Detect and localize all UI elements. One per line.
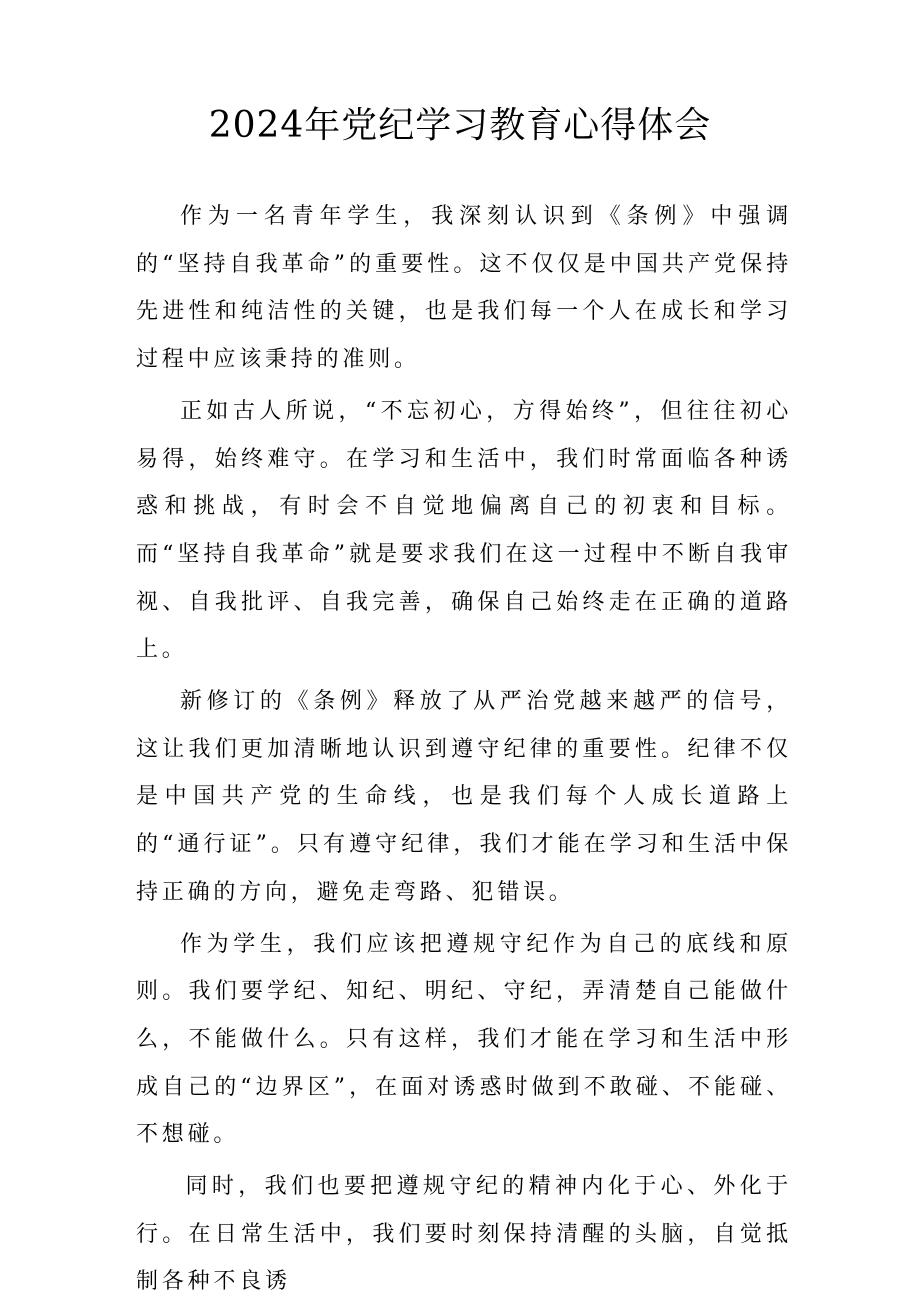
document-body bbox=[136, 193, 792, 1306]
paragraph-2: 正如古人所说，“不忘初心，方得始终”，但往往初心易得，始终难守。在学习和生活中，我们时常面临各种诱惑和挑战，有时会不自觉地偏离自己的初衷和目标。而“坚持自我革命”就是要求我们在这一过程中不断自我审视、自我批评、自我完善，确保自己始终走在正确的道路上。 bbox=[136, 398, 792, 663]
paragraph-3: 新修订的《条例》释放了从严治党越来越严的信号，这让我们更加清晰地认识到遵守纪律的重要性。纪律不仅是中国共产党的生命线，也是我们每个人成长道路上的“通行证”。只有遵守纪律，我们才能在学习和生活中保持正确的方向，避免走弯路、犯错误。 bbox=[136, 689, 792, 905]
paragraph-5: 同时，我们也要把遵规守纪的精神内化于心、外化于行。在日常生活中，我们要时刻保持清醒的头脑，自觉抵制各种不良诱 bbox=[136, 1174, 792, 1295]
paragraph-1: 作为一名青年学生，我深刻认识到《条例》中强调的“坚持自我革命”的重要性。这不仅仅是中国共产党保持先进性和纯洁性的关键，也是我们每一个人在成长和学习过程中应该秉持的准则。 bbox=[136, 204, 792, 373]
document-title: 2024年党纪学习教育心得体会 bbox=[208, 105, 712, 146]
paragraph-4: 作为学生，我们应该把遵规守纪作为自己的底线和原则。我们要学纪、知纪、明纪、守纪，弄清楚自己能做什么，不能做什么。只有这样，我们才能在学习和生活中形成自己的“边界区”，在面对诱惑时做到不敢碰、不能碰、不想碰。 bbox=[136, 931, 792, 1148]
